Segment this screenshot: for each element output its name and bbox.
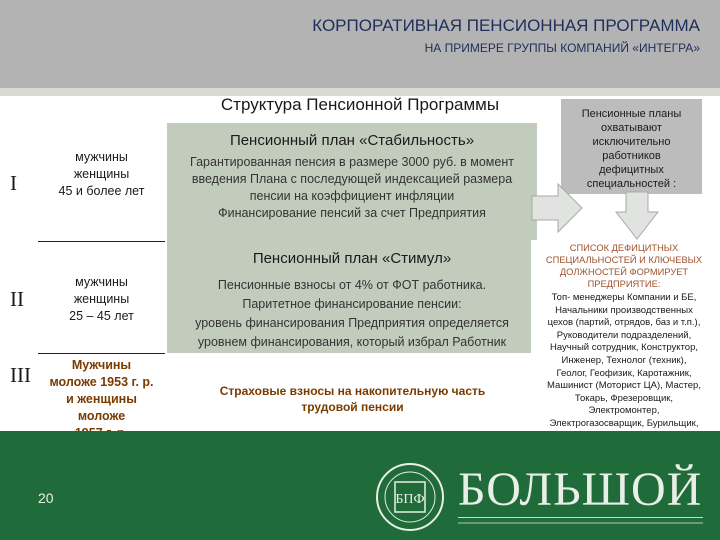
deficit-specialties-box [531, 240, 717, 429]
plan-insurance-line-2: трудовой пенсии [301, 400, 404, 414]
plan-stimulus-line-4: уровнем финансирования, который избрал Работник [197, 335, 507, 349]
deficit-heading [531, 242, 717, 290]
coverage-note-line-2: охватывают [601, 122, 662, 134]
group-1-line-2: женщины [73, 167, 130, 181]
group-number-3: III [10, 363, 31, 387]
deficit-heading-line-4: ПРЕДПРИЯТИЕ: [587, 279, 661, 289]
plan-stability-line-3: пенсии на коэффициент инфляции [249, 189, 455, 203]
coverage-note-line-1: Пенсионные планы [581, 108, 682, 120]
group-3-line-1: Мужчины [71, 358, 132, 372]
plan-stimulus-line-1: Пенсионные взносы от 4% от ФОТ работника. [217, 278, 487, 292]
group-3-line-4: моложе [77, 409, 126, 423]
plan-stability-title: Пенсионный план «Стабильность» [229, 132, 475, 149]
list-item: Электрогазосварщик, Бурильщик, [549, 417, 699, 429]
group-number-2: II [10, 287, 24, 311]
group-2-line-2: женщины [73, 292, 130, 306]
plan-stability-line-1: Гарантированная пенсия в размере 3000 руб. в момент [190, 155, 514, 169]
list-item: Геолог, Геофизик, Каротажник, [556, 367, 692, 379]
group-number-1: I [10, 171, 17, 195]
page-number: 20 [38, 490, 54, 506]
brand-underline [458, 517, 703, 518]
group-description-3 [38, 357, 165, 442]
list-item: Научный сотрудник, Конструктор, [550, 342, 698, 354]
group-3-line-2: моложе 1953 г. р. [49, 375, 154, 389]
list-item: Топ- менеджеры Компании и БЕ, [551, 292, 697, 303]
brand-tagline-graphic [458, 520, 708, 526]
list-item: цехов (партий, отрядов, баз и т.п.), [547, 317, 701, 329]
list-item: Машинист (Моторист ЦА), Мастер, [547, 380, 701, 392]
group-2-line-3: 25 – 45 лет [69, 309, 134, 323]
group-description-2 [38, 274, 165, 325]
coverage-note-line-5: дефицитных [599, 164, 664, 176]
plan-stimulus-body [167, 276, 537, 352]
deficit-heading-line-3: ДОЛЖНОСТЕЙ ФОРМИРУЕТ [559, 267, 689, 277]
brand-wordmark: БОЛЬШОЙ [458, 463, 703, 516]
plan-stimulus-line-3: уровень финансирования Предприятия определяется [195, 316, 509, 330]
arrow-down-icon [614, 190, 660, 242]
deficit-heading-line-1: СПИСОК ДЕФИЦИТНЫХ [569, 243, 679, 253]
group-description-1 [38, 149, 165, 200]
section-title: Структура Пенсионной Программы [220, 95, 500, 114]
plan-stability [167, 123, 537, 241]
list-item: Начальники производственных [555, 304, 693, 316]
plan-insurance-line-1: Страховые взносы на накопительную часть [219, 384, 486, 398]
plan-stability-body [167, 154, 537, 222]
plan-stimulus-line-2: Паритетное финансирование пенсии: [242, 297, 462, 311]
group-1-line-3: 45 и более лет [58, 184, 145, 198]
plan-insurance-text [205, 383, 500, 415]
slide-title: КОРПОРАТИВНАЯ ПЕНСИОННАЯ ПРОГРАММА [312, 16, 700, 35]
plan-stability-line-2: введения Плана с последующей индексацией размера [191, 172, 513, 186]
slide-subtitle: НА ПРИМЕРЕ ГРУППЫ КОМПАНИЙ «ИНТЕГРА» [424, 41, 700, 55]
list-item: Токарь, Фрезеровщик, [574, 392, 674, 404]
group-2-line-1: мужчины [75, 275, 128, 289]
group-3-line-3: и женщины [66, 392, 137, 406]
list-item: Руководители подразделений, [556, 329, 692, 341]
list-item: Электромонтер, [588, 405, 660, 417]
deficit-heading-line-2: СПЕЦИАЛЬНОСТЕЙ И КЛЮЧЕВЫХ [545, 255, 703, 265]
arrow-right-icon [530, 180, 590, 240]
group-separator [38, 353, 165, 354]
group-separator [38, 241, 165, 242]
seal-letters: БПФ [395, 492, 425, 507]
coverage-note-line-3: исключительно [592, 136, 671, 148]
list-item: Инженер, Технолог (техник), [561, 354, 687, 366]
plan-stimulus-title: Пенсионный план «Стимул» [252, 250, 452, 267]
plan-stability-line-4: Финансирование пенсий за счет Предприятия [218, 206, 486, 220]
coverage-note-line-4: работников [602, 150, 661, 162]
coverage-note-text [561, 107, 702, 191]
plan-stimulus [167, 241, 537, 353]
group-1-line-1: мужчины [75, 150, 128, 164]
fund-seal-logo [375, 462, 445, 532]
coverage-note-line-6: специальностей : [586, 178, 677, 190]
